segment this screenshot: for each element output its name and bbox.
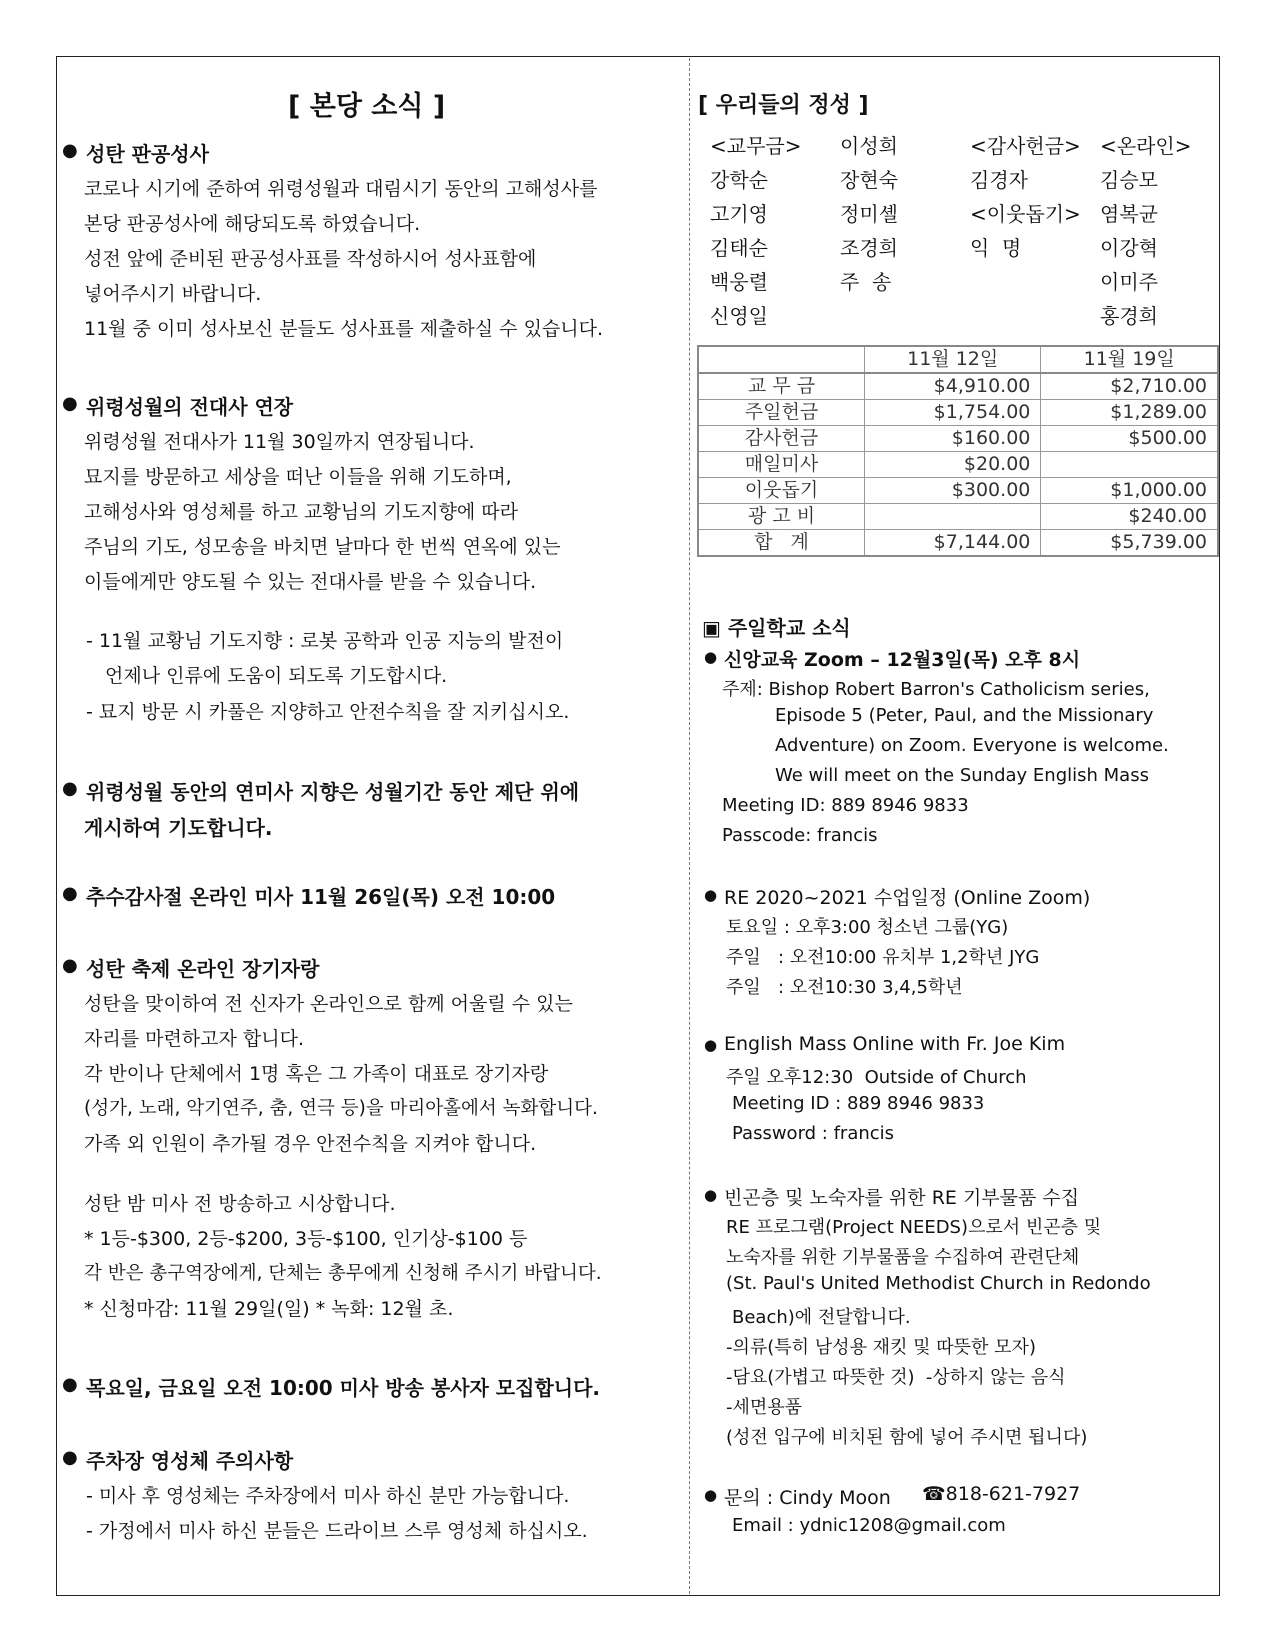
section-line: 성탄 밤 미사 전 방송하고 시상합니다. xyxy=(84,1193,396,1215)
section-line: 가족 외 인원이 추가될 경우 안전수칙을 지켜야 합니다. xyxy=(84,1133,537,1155)
school-line: Password : francis xyxy=(732,1123,895,1144)
section-line: 11월 중 이미 성사보신 분들도 성사표를 제출하실 수 있습니다. xyxy=(84,318,604,340)
school-line: We will meet on the Sunday English Mass xyxy=(775,765,1149,786)
contact-phone: ☎818-621-7927 xyxy=(922,1483,1081,1505)
bullet: ● xyxy=(62,1374,78,1395)
table-cell: $2,710.00 xyxy=(1041,373,1218,400)
table-cell: $160.00 xyxy=(865,426,1041,452)
donor-name: 이미주 xyxy=(1100,270,1158,294)
school-line: 노숙자를 위한 기부물품을 수집하여 관련단체 xyxy=(726,1247,1080,1268)
school-line: Meeting ID: 889 8946 9833 xyxy=(722,795,969,816)
school-line: Adventure) on Zoom. Everyone is welcome. xyxy=(775,735,1169,756)
bullet: ● xyxy=(62,1447,78,1468)
table-cell: $7,144.00 xyxy=(865,530,1041,557)
donor-category: <교무금> xyxy=(710,134,802,158)
school-item-heading: English Mass Online with Fr. Joe Kim xyxy=(724,1033,1066,1055)
donor-name: 김태순 xyxy=(710,236,768,260)
school-line: 토요일 : 오후3:00 청소년 그룹(YG) xyxy=(726,917,1009,938)
section-line: 고해성사와 영성체를 하고 교황님의 기도지향에 따라 xyxy=(84,501,518,523)
school-line: Beach)에 전달합니다. xyxy=(732,1307,911,1328)
table-row xyxy=(698,426,1218,452)
donor-name: 조경희 xyxy=(840,236,898,260)
bullet: ● xyxy=(704,1186,718,1204)
section-line: - 가정에서 미사 하신 분들은 드라이브 스루 영성체 하십시오. xyxy=(86,1520,588,1542)
section-heading: 목요일, 금요일 오전 10:00 미사 방송 봉사자 모집합니다. xyxy=(86,1376,600,1400)
left-title: [ 본당 소식 ] xyxy=(288,91,446,122)
school-item-heading: 빈곤층 및 노숙자를 위한 RE 기부물품 수집 xyxy=(724,1187,1080,1209)
table-cell xyxy=(1041,452,1218,478)
donor-category: <온라인> xyxy=(1100,134,1192,158)
table-cell-label: 교 무 금 xyxy=(698,373,865,400)
school-line: 주일 오후12:30 Outside of Church xyxy=(726,1067,1027,1088)
school-line: (성전 입구에 비치된 함에 넣어 주시면 됩니다) xyxy=(726,1427,1088,1448)
section-line: 이들에게만 양도될 수 있는 전대사를 받을 수 있습니다. xyxy=(84,571,537,593)
school-line: 주일 : 오전10:00 유치부 1,2학년 JYG xyxy=(726,947,1040,968)
section-line: 성전 앞에 준비된 판공성사표를 작성하시어 성사표함에 xyxy=(84,248,537,270)
school-line: -담요(가볍고 따뜻한 것) -상하지 않는 음식 xyxy=(726,1367,1066,1388)
donor-name: 주 송 xyxy=(840,270,892,294)
donor-name: 홍경희 xyxy=(1100,304,1158,328)
school-item-heading: RE 2020~2021 수업일정 (Online Zoom) xyxy=(724,887,1091,909)
column-divider xyxy=(689,58,690,1594)
section-line: - 미사 후 영성체는 주차장에서 미사 하신 분만 가능합니다. xyxy=(86,1485,570,1507)
table-cell: $500.00 xyxy=(1041,426,1218,452)
donor-name: 백웅렬 xyxy=(710,270,768,294)
school-item-heading: 신앙교육 Zoom – 12월3일(목) 오후 8시 xyxy=(724,649,1081,671)
table-cell-label: 이웃돕기 xyxy=(698,478,865,504)
donor-name: 익 명 xyxy=(970,236,1022,260)
contact-email: Email : ydnic1208@gmail.com xyxy=(732,1515,1006,1536)
table-cell: $20.00 xyxy=(865,452,1041,478)
section-heading: 위령성월 동안의 연미사 지향은 성월기간 동안 제단 위에 xyxy=(86,780,580,804)
section-line: 위령성월 전대사가 11월 30일까지 연장됩니다. xyxy=(84,431,475,453)
donor-category: <감사헌금> xyxy=(970,134,1081,158)
table-header-cell: 11월 12일 xyxy=(865,346,1041,373)
section-line: 언제나 인류에 도움이 되도록 기도합시다. xyxy=(105,665,448,687)
section-heading: 성탄 판공성사 xyxy=(86,142,209,166)
table-cell: $1,754.00 xyxy=(865,400,1041,426)
donor-name: 장현숙 xyxy=(840,168,898,192)
table-row xyxy=(698,400,1218,426)
bullet: ● xyxy=(62,140,78,161)
section-line: - 묘지 방문 시 카풀은 지양하고 안전수칙을 잘 지키십시오. xyxy=(86,701,570,723)
section-line: 본당 판공성사에 해당되도록 하였습니다. xyxy=(84,213,421,235)
school-line: Episode 5 (Peter, Paul, and the Missionary xyxy=(775,705,1154,726)
bullet: ● xyxy=(62,883,78,904)
bullet: ● xyxy=(62,955,78,976)
section-line: * 1등-$300, 2등-$200, 3등-$100, 인기상-$100 등 xyxy=(84,1228,528,1250)
section-line: 코로나 시기에 준하여 위령성월과 대림시기 동안의 고해성사를 xyxy=(84,178,598,200)
table-cell xyxy=(865,504,1041,530)
section-line: 넣어주시기 바랍니다. xyxy=(84,283,262,305)
table-cell-label: 합 계 xyxy=(698,530,865,557)
section-line: * 신청마감: 11월 29일(일) * 녹화: 12월 초. xyxy=(84,1298,454,1320)
school-line: (St. Paul's United Methodist Church in Redondo xyxy=(726,1273,1151,1294)
section-heading: 위령성월의 전대사 연장 xyxy=(86,395,294,419)
donor-name: 강학순 xyxy=(710,168,768,192)
table-cell-label: 주일헌금 xyxy=(698,400,865,426)
table-row xyxy=(698,478,1218,504)
bullet: ● xyxy=(704,1036,718,1054)
donor-name: 김승모 xyxy=(1100,168,1158,192)
bullet: ● xyxy=(704,886,718,904)
table-cell: $1,000.00 xyxy=(1041,478,1218,504)
bullet: ● xyxy=(704,648,718,666)
table-header-row xyxy=(698,346,1218,373)
bullet: ● xyxy=(62,393,78,414)
table-cell: $4,910.00 xyxy=(865,373,1041,400)
offering-table xyxy=(697,345,1219,557)
table-row-total xyxy=(698,530,1218,557)
section-heading: 성탄 축제 온라인 장기자랑 xyxy=(86,957,320,981)
donor-name: 이성희 xyxy=(840,134,898,158)
table-cell: $300.00 xyxy=(865,478,1041,504)
donor-name: 신영일 xyxy=(710,304,768,328)
donor-name: 염복균 xyxy=(1100,202,1158,226)
donor-name: 정미셸 xyxy=(840,202,898,226)
table-header-cell: 11월 19일 xyxy=(1041,346,1218,373)
school-line: Passcode: francis xyxy=(722,825,878,846)
school-item-heading: 문의 : Cindy Moon xyxy=(724,1487,891,1509)
table-cell: $1,289.00 xyxy=(1041,400,1218,426)
school-heading: ▣ 주일학교 소식 xyxy=(702,616,851,640)
section-heading: 추수감사절 온라인 미사 11월 26일(목) 오전 10:00 xyxy=(86,885,556,909)
right-title: [ 우리들의 정성 ] xyxy=(698,93,869,118)
donor-category: <이웃돕기> xyxy=(970,202,1081,226)
section-line: (성가, 노래, 악기연주, 춤, 연극 등)을 마리아홀에서 녹화합니다. xyxy=(84,1098,598,1119)
school-line: 주제: Bishop Robert Barron's Catholicism series, xyxy=(722,679,1150,700)
school-line: -의류(특히 남성용 재킷 및 따뜻한 모자) xyxy=(726,1337,1036,1358)
section-line: 자리를 마련하고자 합니다. xyxy=(84,1028,305,1050)
section-line: 각 반은 총구역장에게, 단체는 총무에게 신청해 주시기 바랍니다. xyxy=(84,1263,602,1284)
donor-name: 이강혁 xyxy=(1100,236,1158,260)
table-cell: $240.00 xyxy=(1041,504,1218,530)
bullet: ● xyxy=(62,778,78,799)
table-row xyxy=(698,452,1218,478)
table-header-cell xyxy=(698,346,865,373)
section-line: 게시하여 기도합니다. xyxy=(84,816,273,840)
table-cell-label: 매일미사 xyxy=(698,452,865,478)
section-line: 묘지를 방문하고 세상을 떠난 이들을 위해 기도하며, xyxy=(84,466,512,488)
section-heading: 주차장 영성체 주의사항 xyxy=(86,1449,294,1473)
section-line: 성탄을 맞이하여 전 신자가 온라인으로 함께 어울릴 수 있는 xyxy=(84,993,573,1015)
school-line: 주일 : 오전10:30 3,4,5학년 xyxy=(726,977,963,998)
donor-name: 김경자 xyxy=(970,168,1028,192)
donor-name: 고기영 xyxy=(710,202,768,226)
section-line: - 11월 교황님 기도지향 : 로봇 공학과 인공 지능의 발전이 xyxy=(86,630,564,652)
table-cell: $5,739.00 xyxy=(1041,530,1218,557)
table-cell-label: 광 고 비 xyxy=(698,504,865,530)
table-row xyxy=(698,504,1218,530)
section-line: 각 반이나 단체에서 1명 혹은 그 가족이 대표로 장기자랑 xyxy=(84,1063,549,1085)
school-line: Meeting ID : 889 8946 9833 xyxy=(732,1093,985,1114)
table-cell-label: 감사헌금 xyxy=(698,426,865,452)
school-line: RE 프로그램(Project NEEDS)으로서 빈곤층 및 xyxy=(726,1217,1102,1238)
section-line: 주님의 기도, 성모송을 바치면 날마다 한 번씩 연옥에 있는 xyxy=(84,536,561,558)
school-line: -세면용품 xyxy=(726,1397,803,1418)
table-row xyxy=(698,373,1218,400)
bullet: ● xyxy=(704,1486,718,1504)
